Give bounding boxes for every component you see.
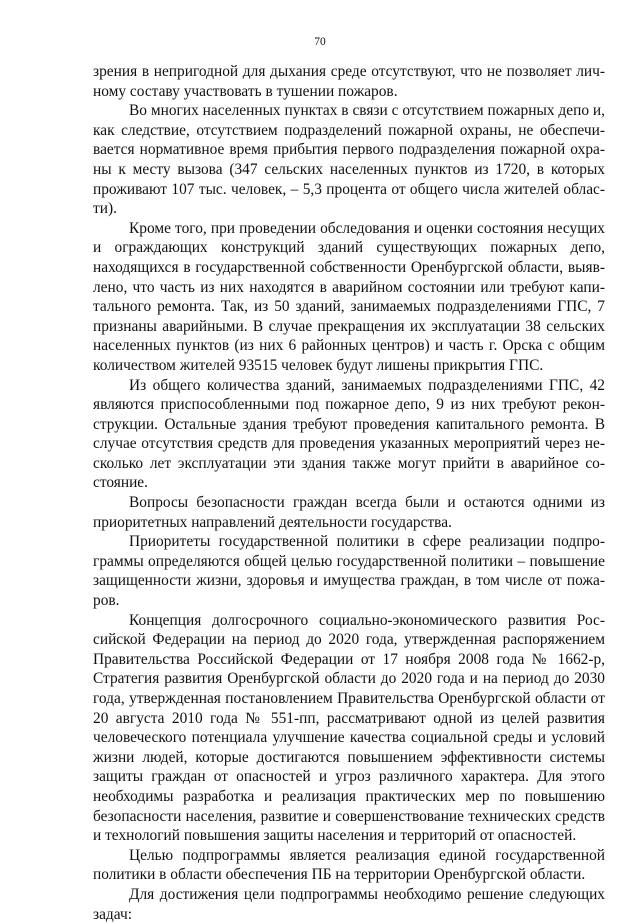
paragraph-subprogram-goal: Целью подпрограммы является реализация единой государственной политики в области обеспечения ПБ на территории Оренбургской области. xyxy=(93,846,605,884)
page-number: 70 xyxy=(314,36,326,48)
paragraph-buildings-total: Из общего количества зданий, занимаемых подразделениями ГПС, 42 являются приспособленными под пожарное депо, 9 из них требуют реконструкции. Остальные здания требуют проведения капитального ремонта. В случае отсутствия средств для проведения указанных мероприятий через несколько лет эксплуатации эти здания также могут прийти в аварийное состояние. xyxy=(93,376,605,492)
body-text xyxy=(93,62,605,924)
paragraph-fire-depots: Во многих населенных пунктах в связи с отсутствием пожарных депо и, как следствие, отсутствием подразделений пожарной охраны, не обеспечивается нормативное время прибытия первого подразделения пожарной охраны к месту вызова (347 сельских населенных пунктов из 1720, в которых проживают 107 тыс. человек, – 5,3 процента от общего числа жителей области). xyxy=(93,102,605,218)
paragraph-continuation: зрения в непригодной для дыхания среде отсутствуют, что не позволяет личному составу участвовать в тушении пожаров. xyxy=(93,63,605,100)
paragraph-policy-priorities: Приоритеты государственной политики в сфере реализации подпрограммы определяются общей целью государственной политики – повышение защищенности жизни, здоровья и имущества граждан, в том числе от пожаров. xyxy=(93,533,605,610)
paragraph-tasks-intro: Для достижения цели подпрограммы необходимо решение следующих задач: xyxy=(93,885,605,923)
paragraph-development-concept: Концепция долгосрочного социально-экономического развития Российской Федерации на период до 2020 года, утвержденная распоряжением Правительства Российской Федерации от 17 ноября 2008 года № 1662-р, Стратегия развития Оренбургской области до 2020 года и на период до 2030 года, утвержденная постановлением Правительства Оренбургской области от 20 августа 2010 года № 551-пп, рассматривают одной из целей развития человеческого потенциала улучшение качества социальной среды и условий жизни людей, которые достигаются повышением эффективности системы защиты граждан от опасностей и угроз различного характера. Для этого необходимы разработка и реализация практических мер по повышению безопасности населения, развитие и совершенствование технических средств и технологий повышения защиты населения и территорий от опасностей. xyxy=(93,611,605,845)
paragraph-safety-priority: Вопросы безопасности граждан всегда были и остаются одними из приоритетных направлений деятельности государства. xyxy=(93,494,605,531)
paragraph-building-inspection: Кроме того, при проведении обследования и оценки состояния несущих и ограждающих конструкций зданий существующих пожарных депо, находящихся в государственной собственности Оренбургской области, выявлено, что часть из них находятся в аварийном состоянии или требуют капитального ремонта. Так, из 50 зданий, занимаемых подразделениями ГПС, 7 признаны аварийными. В случае прекращения их эксплуатации 38 сельских населенных пунктов (из них 6 районных центров) и часть г. Орска с общим количеством жителей 93515 человек будут лишены прикрытия ГПС. xyxy=(93,219,605,374)
